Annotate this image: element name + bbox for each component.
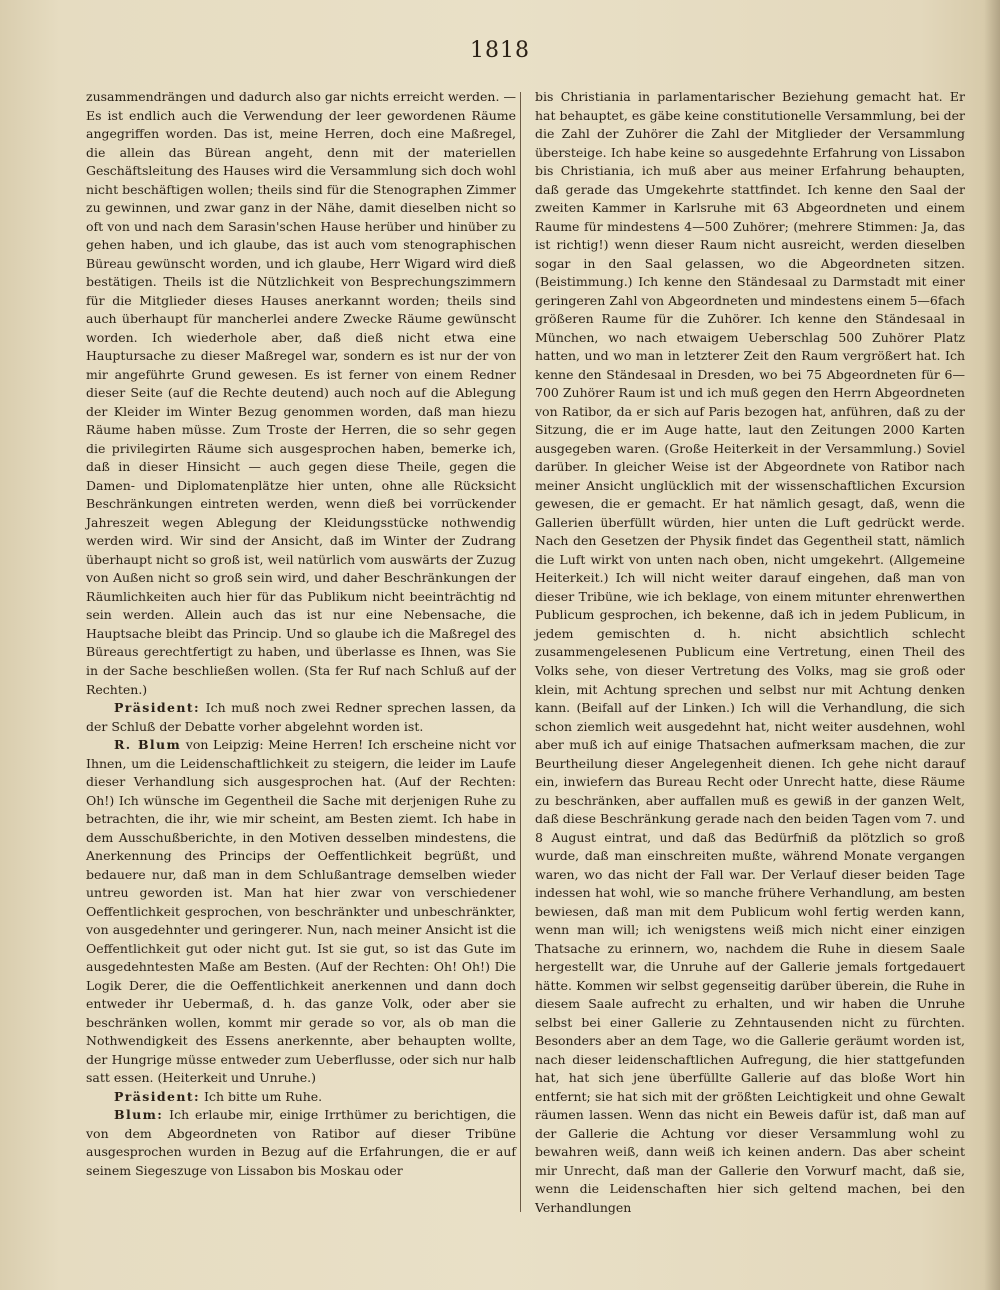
speaker-praesident: Präsident:: [114, 1088, 201, 1104]
speech-text: Ich muß noch zwei Redner sprechen lassen, da der Schluß der Debatte vorher abgelehnt worden ist.: [86, 700, 516, 734]
right-column: [535, 88, 965, 1217]
speech-text: Ich bitte um Ruhe.: [200, 1088, 323, 1104]
left-paragraph-3: [86, 736, 516, 1088]
left-column: [86, 88, 516, 1180]
speaker-r-blum: R. Blum: [114, 737, 182, 753]
speech-text: von Leipzig: Meine Herren! Ich erscheine nicht vor Ihnen, um die Leidenschaftlichkeit zu steigern, die leider im Laufe dieser Verhandlung sich ausgesprochen hat. (Auf der Rechten: Oh!) Ich wünsche im Gegentheil die Sache mit derjenigen Ruhe zu betrachten, die ihr, wie mir scheint, am Besten ziemt. Ich habe in dem Ausschußberichte, in den Motiven desselben mindestens, die Anerkennung des Princips der Oeffentlichkeit begrüßt, und bedauere nur, daß man in dem Schlußantrage demselben wieder untreu geworden ist. Man hat hier zwar von verschiedener Oeffentlichkeit gesprochen, von beschränkter und unbeschränkter, von ausgedehnter und geringerer. Nun, nach meiner Ansicht ist die Oeffentlichkeit gut oder nicht gut. Ist sie gut, so ist das Gute im ausgedehntesten Maße am Besten. (Auf der Rechten: Oh! Oh!) Die Logik Derer, die die Oeffentlichkeit anerkennen und dann doch entweder ihr Uebermaß, d. h. das ganze Volk, oder aber sie beschränken wollen, kommt mir gerade so vor, als ob man die Nothwendigkeit des Essens anerkennte, aber behaupten wollte, der Hungrige müsse entweder zum Ueberflusse, oder sich nur halb satt essen. (Heiterkeit und Unruhe.): [86, 737, 516, 1086]
left-paragraph-1: zusammendrängen und dadurch also gar nichts erreicht werden. — Es ist endlich auch die Verwendung der leer gewordenen Räume angegriffen worden. Das ist, meine Herren, doch eine Maßregel, die allein das Bürean angeht, denn mit der materiellen Geschäftsleitung des Hauses wird die Versammlung sich doch wohl nicht beschäftigen wollen; theils sind für die Stenographen Zimmer zu gewinnen, und zwar ganz in der Nähe, damit dieselben nicht so oft von und nach dem Sarasin'schen Hause herüber und hinüber zu gehen haben, und ich glaube, das ist auch vom stenographischen Büreau gewünscht worden, und ich glaube, Herr Wigard wird dieß bestätigen. Theils ist die Nützlichkeit von Besprechungszimmern für die Mitglieder dieses Hauses anerkannt worden; theils sind auch überhaupt für mancherlei andere Zwecke Räume gewünscht worden. Ich wiederhole aber, daß dieß nicht etwa eine Hauptursache zu dieser Maßregel war, sondern es ist nur der von mir angeführte Grund gewesen. Es ist ferner von einem Redner dieser Seite (auf die Rechte deutend) auch noch auf die Ablegung der Kleider im Winter Bezug genommen worden, daß man hiezu Räume haben müsse. Zum Troste der Herren, die so sehr gegen die privilegirten Räume sich ausgesprochen haben, bemerke ich, daß in dieser Hinsicht — auch gegen diese Theile, gegen die Damen- und Diplomatenplätze hier unten, ohne alle Rücksicht Beschränkungen eintreten werden, wenn dieß bei vorrückender Jahreszeit wegen Ablegung der Kleidungsstücke nothwendig werden wird. Wir sind der Ansicht, daß im Winter der Zudrang überhaupt nicht so groß ist, weil natürlich vom auswärts der Zuzug von Außen nicht so groß sein wird, und daher Beschränkungen der Räumlichkeiten auch hier für das Publikum nicht beeinträchtig nd sein werden. Allein auch das ist nur eine Nebensache, die Hauptsache bleibt das Princip. Und so glaube ich die Maßregel des Büreaus gerechtfertigt zu haben, und überlasse es Ihnen, was Sie in der Sache beschließen wollen. (Sta fer Ruf nach Schluß auf der Rechten.): [86, 89, 516, 697]
speaker-blum: Blum:: [114, 1107, 164, 1123]
speaker-praesident: Präsident:: [114, 700, 201, 716]
page-spine-shadow: [984, 0, 1000, 1290]
left-paragraph-4: [86, 1088, 516, 1107]
left-paragraph-5: [86, 1106, 516, 1180]
column-divider: [520, 92, 521, 1212]
right-paragraph-1: bis Christiania in parlamentarischer Beziehung gemacht hat. Er hat behauptet, es gäbe keine constitutionelle Versammlung, bei der die Zahl der Zuhörer die Zahl der Mitglieder der Versammlung übersteige. Ich habe keine so ausgedehnte Erfahrung von Lissabon bis Christiania, ich muß aber aus meiner Erfahrung behaupten, daß gerade das Umgekehrte stattfindet. Ich kenne den Saal der zweiten Kammer in Karlsruhe mit 63 Abgeordneten und einem Raume für mindestens 4—500 Zuhörer; (mehrere Stimmen: Ja, das ist richtig!) wenn dieser Raum nicht ausreicht, werden dieselben sogar in den Saal gelassen, wo die Abgeordneten sitzen. (Beistimmung.) Ich kenne den Ständesaal zu Darmstadt mit einer geringeren Zahl von Abgeordneten und mindestens einem 5—6fach größeren Raume für die Zuhörer. Ich kenne den Ständesaal in München, wo nach etwaigem Ueberschlag 500 Zuhörer Platz hatten, und wo man in letzterer Zeit den Raum vergrößert hat. Ich kenne den Ständesaal in Dresden, wo bei 75 Abgeordneten für 6—700 Zuhörer Raum ist und ich muß gegen den Herrn Abgeordneten von Ratibor, da er sich auf Paris bezogen hat, anführen, daß zu der Sitzung, die er im Auge hatte, laut den Zeitungen 2000 Karten ausgegeben waren. (Große Heiterkeit in der Versammlung.) Soviel darüber. In gleicher Weise ist der Abgeordnete von Ratibor nach meiner Ansicht unglücklich mit der wissenschaftlichen Excursion gewesen, die er gemacht. Er hat nämlich gesagt, daß, wenn die Gallerien überfüllt würden, hier unten die Luft gedrückt werde. Nach den Gesetzen der Physik findet das Gegentheil statt, nämlich die Luft wirkt von unten nach oben, nicht umgekehrt. (Allgemeine Heiterkeit.) Ich will nicht weiter darauf eingehen, daß man von dieser Tribüne, wie ich beklage, von einem mitunter ehrenwerthen Publicum gesprochen, ich bekenne, daß ich in jedem Publicum, in jedem gemischten d. h. nicht absichtlich schlecht zusammengelesenen Publicum eine Vertretung, einen Theil des Volks sehe, von dieser Vertretung des Volks, mag sie groß oder klein, mit Achtung sprechen und selbst nur mit Achtung denken kann. (Beifall auf der Linken.) Ich will die Verhandlung, die sich schon ziemlich weit ausgedehnt hat, nicht weiter ausdehnen, wohl aber muß ich auf einige Thatsachen aufmerksam machen, die zur Beurtheilung dieser Angelegenheit dienen. Ich gehe nicht darauf ein, inwiefern das Bureau Recht oder Unrecht hatte, diese Räume zu beschränken, aber auffallen muß es gewiß in der ganzen Welt, daß diese Beschränkung gerade nach den beiden Tagen vom 7. und 8 August eintrat, und daß das Bedürfniß da plötzlich so groß wurde, daß man einschreiten mußte, während Monate vergangen waren, wo das nicht der Fall war. Der Verlauf dieser beiden Tage indessen hat wohl, wie so manche frühere Verhandlung, am besten bewiesen, daß man mit dem Publicum wohl fertig werden kann, wenn man will; ich wenigstens weiß mich nicht einer einzigen Thatsache zu erinnern, wo, nachdem die Ruhe in diesem Saale hergestellt war, die Unruhe auf der Gallerie jemals fortgedauert hätte. Kommen wir selbst gegenseitig darüber überein, die Ruhe in diesem Saale aufrecht zu erhalten, und wir haben die Unruhe selbst bei einer Gallerie zu Zehntausenden nicht zu fürchten. Besonders aber an dem Tage, wo die Gallerie geräumt worden ist, nach dieser leidenschaftlichen Aufregung, die hier stattgefunden hat, hat sich jene überfüllte Gallerie auf das bloße Wort hin entfernt; sie hat sich mit der größten Leichtigkeit und ohne Gewalt räumen lassen. Wenn das nicht ein Beweis dafür ist, daß man auf der Gallerie die Achtung vor dieser Versammlung wohl zu bewahren weiß, dann weiß ich keinen andern. Das aber scheint mir Unrecht, daß man der Gallerie den Vorwurf macht, daß sie, wenn die Leidenschaften hier sich geltend machen, bei den Verhandlungen: [535, 89, 965, 1215]
page-number: 1818: [470, 38, 530, 63]
speech-text: Ich erlaube mir, einige Irrthümer zu berichtigen, die von dem Abgeordneten von Ratibor auf dieser Tribüne ausgesprochen wurden in Bezug auf die Erfahrungen, die er auf seinem Siegeszuge von Lissabon bis Moskau oder: [86, 1107, 516, 1178]
left-paragraph-2: [86, 699, 516, 736]
